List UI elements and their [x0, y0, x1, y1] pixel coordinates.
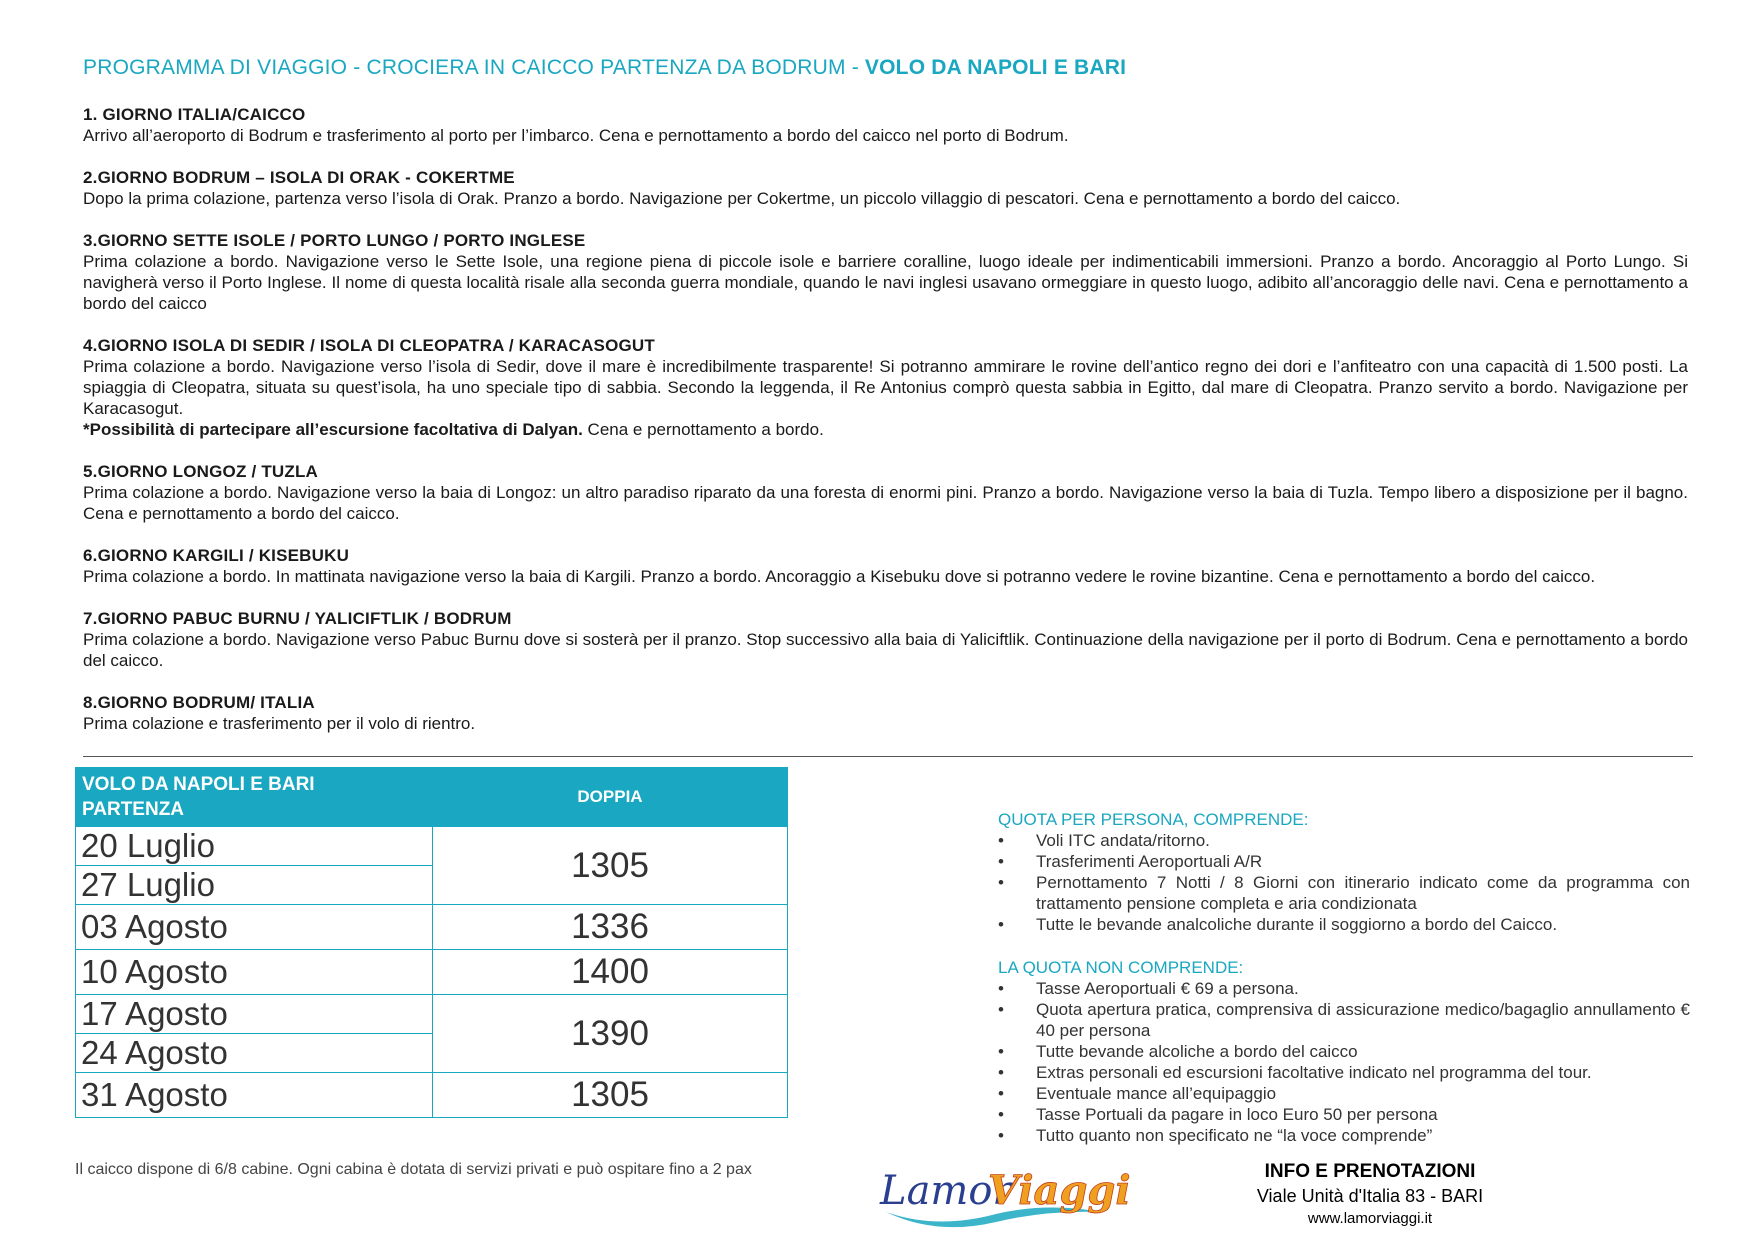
day-optional-excursion	[83, 419, 1688, 440]
list-item: • Voli ITC andata/ritorno.	[998, 830, 1690, 851]
header-departure	[76, 768, 433, 827]
logo-text-lamor: Lamor	[880, 1168, 1012, 1214]
excludes-list	[998, 978, 1690, 1146]
list-item: • Trasferimenti Aeroportuali A/R	[998, 851, 1690, 872]
table-row	[76, 1073, 788, 1118]
optional-excursion-text: Cena e pernottamento a bordo.	[582, 420, 824, 439]
day-description: Prima colazione a bordo. Navigazione verso Pabuc Burnu dove si sosterà per il pranzo. Stop successivo alla baia di Yaliciftlik. Continuazione della navigazione per il porto di Bodrum. Cena e pernottamento a bordo del caicco.	[83, 630, 1688, 670]
price-cell: 1390	[433, 995, 788, 1073]
page-title-highlight: VOLO DA NAPOLI E BARI	[864, 56, 1127, 79]
list-item: • Tutte le bevande analcoliche durante il soggiorno a bordo del Caicco.	[998, 914, 1690, 935]
day-description: Prima colazione e trasferimento per il volo di rientro.	[83, 714, 476, 733]
list-item: • Quota apertura pratica, comprensiva di assicurazione medico/bagaglio annullamento € 40 per persona	[998, 999, 1690, 1041]
itinerary-day-8	[83, 692, 1688, 734]
day-description: Arrivo all’aeroporto di Bodrum e trasferimento al porto per l’imbarco. Cena e pernottamento a bordo del caicco nel porto di Bodrum.	[83, 126, 1069, 145]
departure-date: 24 Agosto	[76, 1034, 433, 1073]
info-title: INFO E PRENOTAZIONI	[1264, 1161, 1476, 1182]
list-item: • Tutto quanto non specificato ne “la voce comprende”	[998, 1125, 1690, 1146]
itinerary-day-6	[83, 545, 1688, 587]
header-double: DOPPIA	[433, 768, 788, 827]
itinerary-day-3	[83, 230, 1688, 314]
departure-date: 17 Agosto	[76, 995, 433, 1034]
day-title: 2.GIORNO BODRUM – ISOLA DI ORAK - COKERTME	[83, 168, 515, 187]
price-table	[75, 767, 788, 1118]
departure-date: 31 Agosto	[76, 1073, 433, 1118]
day-description: Prima colazione a bordo. In mattinata navigazione verso la baia di Kargili. Pranzo a bordo. Ancoraggio a Kisebuku dove si potranno vedere le rovine bizantine. Cena e pernottamento a bordo del caicco.	[83, 567, 1596, 586]
departure-date: 10 Agosto	[76, 950, 433, 995]
table-row	[76, 905, 788, 950]
day-title: 7.GIORNO PABUC BURNU / YALICIFTLIK / BODRUM	[83, 609, 512, 628]
day-title: 1. GIORNO ITALIA/CAICCO	[83, 105, 306, 124]
optional-excursion-note: *Possibilità di partecipare all’escursione facoltativa di Dalyan.	[83, 420, 583, 439]
departure-date: 20 Luglio	[76, 827, 433, 866]
day-title: 6.GIORNO KARGILI / KISEBUKU	[83, 546, 350, 565]
table-row	[76, 995, 788, 1034]
cabin-footnote: Il caicco dispone di 6/8 cabine. Ogni cabina è dotata di servizi privati e può ospitare fino a 2 pax	[75, 1161, 752, 1178]
section-divider	[83, 756, 1693, 757]
logo-text-viaggi: Viaggi	[988, 1167, 1131, 1214]
day-description: Prima colazione a bordo. Navigazione verso la baia di Longoz: un altro paradiso riparato da una foresta di enormi pini. Pranzo a bordo. Navigazione verso la baia di Tuzla. Tempo libero a disposizione per il bagno. Cena e pernottamento a bordo del caicco.	[83, 483, 1688, 523]
departure-date: 27 Luglio	[76, 866, 433, 905]
page-title	[83, 56, 1126, 80]
day-title: 3.GIORNO SETTE ISOLE / PORTO LUNGO / PORTO INGLESE	[83, 231, 586, 250]
day-title: 8.GIORNO BODRUM/ ITALIA	[83, 693, 315, 712]
price-cell: 1400	[433, 950, 788, 995]
itinerary-day-5	[83, 461, 1688, 524]
page-title-prefix: PROGRAMMA DI VIAGGIO - CROCIERA IN CAICCO PARTENZA DA BODRUM -	[83, 56, 865, 79]
quote-details	[998, 809, 1690, 1168]
header-departure-line1: VOLO DA NAPOLI E BARI	[82, 774, 315, 795]
table-row	[76, 950, 788, 995]
day-title: 4.GIORNO ISOLA DI SEDIR / ISOLA DI CLEOPATRA / KARACASOGUT	[83, 336, 655, 355]
booking-info	[1220, 1160, 1520, 1230]
info-website[interactable]: www.lamorviaggi.it	[1307, 1210, 1433, 1227]
itinerary-day-1	[83, 104, 1688, 146]
itinerary-day-2	[83, 167, 1688, 209]
itinerary-day-7	[83, 608, 1688, 671]
table-row	[76, 827, 788, 866]
price-table-header	[76, 768, 788, 827]
price-cell: 1336	[433, 905, 788, 950]
includes-title: QUOTA PER PERSONA, COMPRENDE:	[998, 810, 1309, 829]
day-title: 5.GIORNO LONGOZ / TUZLA	[83, 462, 319, 481]
includes-list	[998, 830, 1690, 935]
list-item: • Extras personali ed escursioni facoltative indicato nel programma del tour.	[998, 1062, 1690, 1083]
itinerary	[83, 104, 1688, 755]
header-departure-line2: PARTENZA	[82, 799, 185, 820]
excludes-title: LA QUOTA NON COMPRENDE:	[998, 958, 1244, 977]
day-description: Prima colazione a bordo. Navigazione verso l’isola di Sedir, dove il mare è incredibilmente trasparente! Si potranno ammirare le rovine dell’antico regno dei dori e l’anfiteatro con una capacità di 1.500 posti. La spiaggia di Cleopatra, situata su quest’isola, ha uno speciale tipo di sabbia. Secondo la leggenda, il Re Antonius comprò questa sabbia in Egitto, dal mare di Cleopatra. Pranzo servito a bordo. Navigazione per Karacasogut.	[83, 357, 1688, 418]
info-address: Viale Unità d'Italia 83 - BARI	[1256, 1186, 1484, 1206]
departure-date: 03 Agosto	[76, 905, 433, 950]
list-item: • Eventuale mance all’equipaggio	[998, 1083, 1690, 1104]
list-item: • Tasse Aeroportuali € 69 a persona.	[998, 978, 1690, 999]
price-cell: 1305	[433, 1073, 788, 1118]
day-description: Prima colazione a bordo. Navigazione verso le Sette Isole, una regione piena di piccole isole e barriere coralline, luogo ideale per indimenticabili immersioni. Pranzo a bordo. Ancoraggio al Porto Lungo. Si navigherà verso il Porto Inglese. Il nome di questa località risale alla seconda guerra mondiale, quando le navi inglesi usavano ormeggiare in questo luogo, adibito all’ancoraggio delle navi. Cena e pernottamento a bordo del caicco	[83, 252, 1688, 313]
lamorviaggi-logo	[876, 1160, 1131, 1230]
day-description: Dopo la prima colazione, partenza verso l’isola di Orak. Pranzo a bordo. Navigazione per Cokertme, un piccolo villaggio di pescatori. Cena e pernottamento a bordo del caicco.	[83, 189, 1401, 208]
list-item: • Tasse Portuali da pagare in loco Euro 50 per persona	[998, 1104, 1690, 1125]
list-item: • Pernottamento 7 Notti / 8 Giorni con itinerario indicato come da programma con trattamento pensione completa e aria condizionata	[998, 872, 1690, 914]
itinerary-day-4	[83, 335, 1688, 440]
price-cell: 1305	[433, 827, 788, 905]
list-item: • Tutte bevande alcoliche a bordo del caicco	[998, 1041, 1690, 1062]
